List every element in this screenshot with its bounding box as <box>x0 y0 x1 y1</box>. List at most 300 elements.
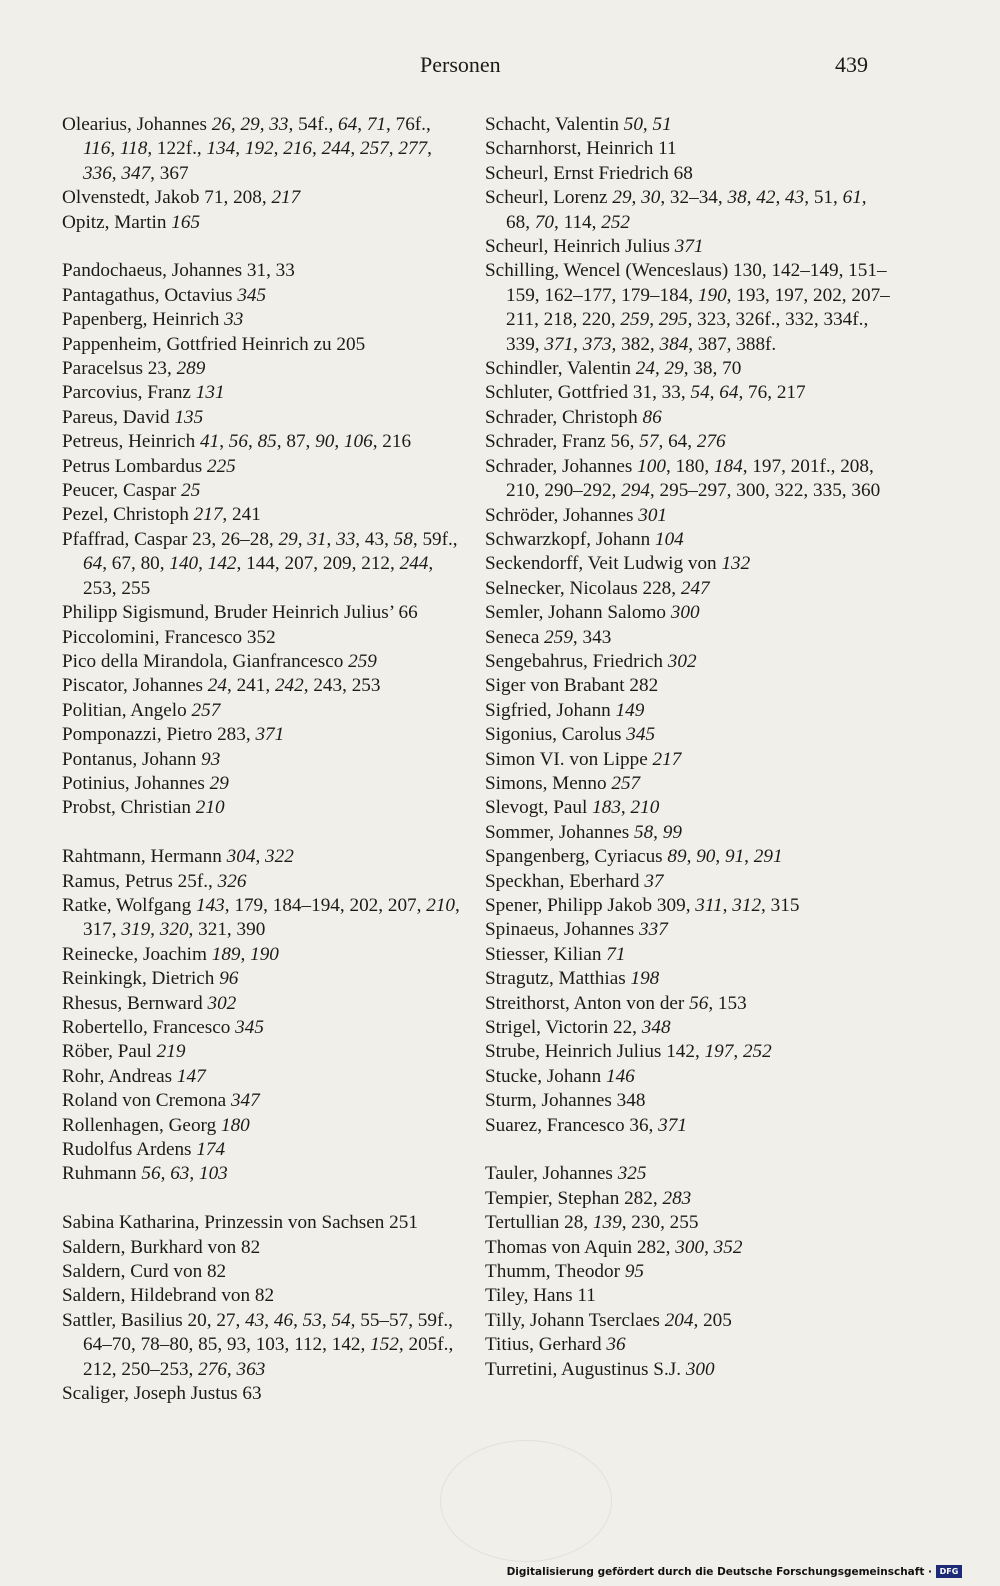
index-entry <box>485 528 890 552</box>
section-gap <box>62 821 467 845</box>
entry-text: , <box>573 333 583 355</box>
entry-text: Schindler, Valentin <box>485 358 636 380</box>
index-entry <box>62 503 467 527</box>
entry-text: Ruhmann <box>62 1163 142 1185</box>
entry-text: Scheurl, Heinrich Julius <box>485 236 675 258</box>
index-entry <box>485 723 890 747</box>
italic-page-ref: 302 <box>667 650 697 672</box>
entry-text: Roland von Cremona <box>62 1090 231 1112</box>
italic-page-ref: 311 <box>695 895 723 916</box>
index-entry <box>485 1211 890 1235</box>
entry-text: , <box>620 797 631 819</box>
entry-text: , <box>649 309 659 331</box>
italic-page-ref: 204 <box>664 1309 694 1331</box>
entry-text: , <box>350 138 360 160</box>
index-entry <box>62 308 467 332</box>
index-entry <box>485 1358 890 1382</box>
index-entry <box>62 1211 467 1235</box>
index-column-left <box>62 113 467 1406</box>
entry-text: Robertello, Francesco <box>62 1017 236 1038</box>
italic-page-ref: 257 <box>611 772 641 794</box>
italic-page-ref: 51 <box>652 114 672 135</box>
entry-text: Paracelsus 23, <box>62 358 177 380</box>
italic-page-ref: 345 <box>237 284 267 306</box>
entry-text: , <box>198 553 208 575</box>
index-entry <box>485 870 890 894</box>
entry-text: Ramus, Petrus 25f., <box>62 870 218 892</box>
index-entry <box>62 626 467 650</box>
entry-text: , 51, <box>804 187 843 209</box>
entry-text: , <box>715 846 725 868</box>
index-entry <box>485 259 890 357</box>
entry-text: , <box>110 138 120 160</box>
entry-text: Pomponazzi, Pietro 283, <box>62 724 256 746</box>
entry-text: Spinaeus, Johannes <box>485 919 640 941</box>
entry-text: Scheurl, Lorenz <box>485 187 613 209</box>
entry-text: Schluter, Gottfried 31, 33, <box>485 382 691 404</box>
entry-text: , 122f., <box>147 138 207 160</box>
entry-text: Piccolomini, Francesco 352 <box>62 626 276 648</box>
index-entry <box>62 113 467 186</box>
entry-text: , 382, <box>611 333 660 355</box>
index-entry <box>485 1016 890 1040</box>
index-entry <box>62 870 467 894</box>
index-entry <box>62 1138 467 1162</box>
entry-text: Sturm, Johannes 348 <box>485 1090 646 1112</box>
index-entry <box>62 1236 467 1260</box>
entry-text: , <box>230 114 241 135</box>
italic-page-ref: 38 <box>727 187 747 209</box>
index-entry <box>62 748 467 772</box>
entry-text: , <box>427 138 432 160</box>
italic-page-ref: 100 <box>637 455 666 477</box>
entry-text: Slevogt, Paul <box>485 797 593 819</box>
entry-text: Philipp Sigismund, Bruder Heinrich Julius’ 66 <box>62 602 418 624</box>
italic-page-ref: 25 <box>181 480 201 502</box>
italic-page-ref: 143 <box>195 894 225 916</box>
entry-text: , <box>653 821 663 843</box>
italic-page-ref: 36 <box>606 1334 626 1356</box>
entry-text: Pantagathus, Octavius <box>62 284 238 306</box>
italic-page-ref: 61 <box>842 187 862 209</box>
entry-text: Titius, Gerhard <box>485 1334 607 1356</box>
entry-text: , <box>357 114 367 135</box>
entry-text: , 197, 201f., 208, 210, 290–292, <box>506 455 874 502</box>
entry-text: Sabina Katharina, Prinzessin von Sachsen 251 <box>62 1212 418 1234</box>
italic-page-ref: 184 <box>713 455 743 477</box>
index-entry <box>62 650 467 674</box>
italic-page-ref: 58 <box>633 821 654 843</box>
entry-text: , 216 <box>372 431 412 453</box>
index-entry <box>485 796 890 820</box>
index-entry <box>485 967 890 991</box>
italic-page-ref: 53 <box>302 1309 322 1331</box>
index-entry <box>62 284 467 308</box>
index-entry <box>62 992 467 1016</box>
index-entry <box>485 992 890 1016</box>
italic-page-ref: 64 <box>719 382 739 404</box>
entry-text: , 205 <box>693 1309 732 1331</box>
italic-page-ref: 134 <box>206 138 236 160</box>
entry-text: Petreus, Heinrich <box>62 431 201 453</box>
entry-text: , <box>654 358 665 380</box>
italic-page-ref: 41 <box>200 431 220 453</box>
entry-text: Pfaffrad, Caspar 23, 26–28, <box>62 528 279 550</box>
italic-page-ref: 24 <box>635 358 655 380</box>
italic-page-ref: 210 <box>630 797 660 819</box>
index-entry <box>485 1162 890 1186</box>
index-entry <box>485 186 890 235</box>
italic-page-ref: 29 <box>664 358 684 380</box>
italic-page-ref: 56 <box>689 992 709 1014</box>
italic-page-ref: 283 <box>662 1187 692 1209</box>
italic-page-ref: 219 <box>156 1041 186 1063</box>
italic-page-ref: 348 <box>641 1017 671 1039</box>
entry-text: , <box>297 528 308 550</box>
index-entry <box>62 1260 467 1284</box>
italic-page-ref: 371 <box>544 333 574 355</box>
entry-text: , 295–297, 300, 322, 335, 360 <box>649 480 881 502</box>
index-entry <box>485 1260 890 1284</box>
index-entry <box>62 406 467 430</box>
entry-text: Stiesser, Kilian <box>485 943 607 965</box>
index-entry <box>485 430 890 454</box>
italic-page-ref: 37 <box>644 870 664 892</box>
entry-text: Rollenhagen, Georg <box>62 1114 221 1136</box>
italic-page-ref: 118 <box>119 138 148 160</box>
entry-text: Stucke, Johann <box>485 1065 606 1087</box>
italic-page-ref: 104 <box>654 528 684 550</box>
index-entry <box>62 211 467 235</box>
entry-text: , 343 <box>572 626 612 648</box>
italic-page-ref: 291 <box>753 846 783 868</box>
index-entry <box>485 845 890 869</box>
entry-text: , 367 <box>150 162 189 184</box>
entry-text: , <box>247 431 258 453</box>
entry-text: Seneca <box>485 626 545 648</box>
index-entry <box>62 357 467 381</box>
entry-text: Tilly, Johann Tserclaes <box>485 1309 665 1331</box>
italic-page-ref: 189 <box>211 943 241 965</box>
italic-page-ref: 289 <box>176 358 206 380</box>
entry-text: Rahtmann, Hermann <box>62 846 227 868</box>
italic-page-ref: 54 <box>331 1309 351 1331</box>
italic-page-ref: 29 <box>240 114 260 135</box>
italic-page-ref: 192 <box>244 138 274 160</box>
italic-page-ref: 373 <box>582 333 612 355</box>
italic-page-ref: 197 <box>704 1041 734 1063</box>
entry-text: Reinkingk, Dietrich <box>62 968 220 990</box>
index-column-right <box>485 113 890 1382</box>
italic-page-ref: 43 <box>245 1309 265 1331</box>
index-entry <box>485 650 890 674</box>
italic-page-ref: 46 <box>273 1309 294 1331</box>
entry-text: , 180, <box>665 455 714 477</box>
entry-text: Tauler, Johannes <box>485 1163 618 1185</box>
index-entry <box>485 406 890 430</box>
index-entry <box>62 772 467 796</box>
entry-text: , <box>775 187 786 209</box>
entry-text: , <box>259 114 270 135</box>
index-entry <box>485 381 890 405</box>
italic-page-ref: 259 <box>348 650 377 672</box>
italic-page-ref: 301 <box>638 504 668 526</box>
entry-text: Thumm, Theodor <box>485 1261 625 1283</box>
entry-text: Rhesus, Bernward <box>62 992 208 1014</box>
italic-page-ref: 198 <box>630 968 660 990</box>
italic-page-ref: 165 <box>171 211 201 233</box>
entry-text: , <box>388 138 399 160</box>
index-entry <box>485 235 890 259</box>
entry-text: Pezel, Christoph <box>62 504 194 526</box>
entry-text: , <box>312 138 322 160</box>
italic-page-ref: 33 <box>269 114 289 135</box>
entry-text: , 55–57, 59f., 64–70, 78–80, 85, 93, 103, 112, 142, <box>83 1309 453 1356</box>
index-entry <box>62 259 467 283</box>
index-entry <box>485 699 890 723</box>
italic-page-ref: 33 <box>336 528 356 550</box>
entry-text: , 243, 253 <box>303 675 381 697</box>
italic-page-ref: 57 <box>639 431 659 453</box>
section-gap <box>62 1187 467 1211</box>
entry-text: Sigfried, Johann <box>485 699 616 721</box>
italic-page-ref: 30 <box>641 187 661 209</box>
italic-page-ref: 242 <box>274 675 304 697</box>
italic-page-ref: 295 <box>658 309 688 331</box>
italic-page-ref: 116 <box>83 138 111 160</box>
italic-page-ref: 54 <box>690 382 710 404</box>
index-entry <box>485 1187 890 1211</box>
entry-text: , 67, 80, <box>102 553 170 575</box>
index-entry <box>485 601 890 625</box>
entry-text: , <box>293 1309 303 1331</box>
index-entry <box>62 186 467 210</box>
italic-page-ref: 304 <box>226 846 256 868</box>
index-entry <box>62 1284 467 1308</box>
italic-page-ref: 29 <box>278 528 298 550</box>
entry-text: Selnecker, Nicolaus 228, <box>485 577 681 599</box>
italic-page-ref: 371 <box>255 724 285 746</box>
italic-page-ref: 90 <box>696 846 716 868</box>
entry-text: Schrader, Johannes <box>485 455 638 477</box>
index-entry <box>485 577 890 601</box>
italic-page-ref: 257 <box>191 699 221 721</box>
index-entry <box>62 381 467 405</box>
index-entry <box>62 601 467 625</box>
italic-page-ref: 312 <box>732 895 762 916</box>
entry-text: , 87, <box>276 431 316 453</box>
entry-text: Seckendorff, Veit Ludwig von <box>485 553 722 575</box>
index-entry <box>485 918 890 942</box>
italic-page-ref: 217 <box>652 748 682 770</box>
entry-text: , 68, <box>506 187 867 233</box>
index-entry <box>62 674 467 698</box>
entry-text: Olvenstedt, Jakob 71, 208, <box>62 187 272 209</box>
entry-text: Schrader, Christoph <box>485 406 643 428</box>
entry-text: , 144, 207, 209, 212, <box>236 553 400 575</box>
italic-page-ref: 371 <box>658 1114 687 1136</box>
entry-text: , 230, 255 <box>621 1212 699 1234</box>
italic-page-ref: 132 <box>721 553 751 575</box>
entry-text: Probst, Christian <box>62 797 196 819</box>
italic-page-ref: 64 <box>338 114 358 135</box>
entry-text: , <box>255 846 266 868</box>
italic-page-ref: 29 <box>209 772 229 794</box>
italic-page-ref: 152 <box>370 1334 399 1356</box>
index-entry <box>485 137 890 161</box>
entry-text: Tempier, Stephan 282, <box>485 1187 663 1209</box>
entry-text: , <box>235 138 245 160</box>
entry-text: , 193, 197, 202, 207–211, 218, 220, <box>506 284 890 331</box>
italic-page-ref: 217 <box>193 504 223 526</box>
entry-text: , 114, <box>553 211 602 233</box>
index-entry <box>62 845 467 869</box>
italic-page-ref: 217 <box>271 187 301 209</box>
italic-page-ref: 103 <box>198 1163 228 1185</box>
entry-text: , 205f., 212, 250–253, <box>83 1334 454 1380</box>
italic-page-ref: 135 <box>174 406 204 428</box>
index-entry <box>62 430 467 454</box>
index-entry <box>62 967 467 991</box>
entry-text: , 43, <box>355 528 394 550</box>
entry-text: , <box>686 846 697 868</box>
digitization-footer <box>507 1565 962 1578</box>
index-entry <box>485 821 890 845</box>
index-entry <box>62 723 467 747</box>
section-gap <box>485 1138 890 1162</box>
italic-page-ref: 24 <box>207 675 227 697</box>
index-entry <box>62 455 467 479</box>
index-entry <box>62 894 467 943</box>
italic-page-ref: 95 <box>624 1261 644 1283</box>
entry-text: Opitz, Martin <box>62 211 172 233</box>
entry-text: Schwarzkopf, Johann <box>485 528 655 550</box>
entry-text: Schröder, Johannes <box>485 504 639 526</box>
italic-page-ref: 64 <box>83 553 103 575</box>
italic-page-ref: 58 <box>393 528 413 550</box>
italic-page-ref: 363 <box>236 1358 266 1380</box>
entry-text: Piscator, Johannes <box>62 675 208 697</box>
entry-text: , <box>631 187 642 209</box>
entry-text: Thomas von Aquin 282, <box>485 1236 676 1258</box>
running-head <box>0 52 1000 82</box>
entry-text: Speckhan, Eberhard <box>485 870 645 892</box>
footer-text: Digitalisierung gefördert durch die Deutsche Forschungsgemeinschaft · <box>506 1565 932 1578</box>
index-entry <box>485 1065 890 1089</box>
entry-text: Papenberg, Heinrich <box>62 309 225 331</box>
entry-text: Parcovius, Franz <box>62 382 196 404</box>
index-entry <box>485 1333 890 1357</box>
entry-text: Semler, Johann Salomo <box>485 602 671 624</box>
italic-page-ref: 96 <box>219 968 239 990</box>
italic-page-ref: 259 <box>544 626 573 648</box>
entry-text: Sattler, Basilius 20, 27, <box>62 1309 246 1331</box>
index-entry <box>62 1016 467 1040</box>
italic-page-ref: 319 <box>121 919 151 941</box>
section-gap <box>62 235 467 259</box>
italic-page-ref: 347 <box>121 162 151 184</box>
italic-page-ref: 336 <box>83 162 112 184</box>
italic-page-ref: 86 <box>642 406 662 428</box>
italic-page-ref: 190 <box>697 284 727 306</box>
entry-text: , 315 <box>761 895 800 916</box>
index-entry <box>485 894 890 918</box>
italic-page-ref: 174 <box>196 1139 226 1161</box>
entry-text: Sigonius, Carolus <box>485 724 627 746</box>
entry-text: Pico della Mirandola, Gianfrancesco <box>62 650 349 672</box>
index-entry <box>485 943 890 967</box>
entry-text: Schacht, Valentin <box>485 114 624 135</box>
italic-page-ref: 99 <box>662 821 682 843</box>
entry-text: Rohr, Andreas <box>62 1065 177 1087</box>
index-entry <box>485 1309 890 1333</box>
italic-page-ref: 337 <box>639 919 668 941</box>
entry-text: , 76, 217 <box>738 382 806 404</box>
entry-text: Spangenberg, Cyriacus <box>485 846 668 868</box>
italic-page-ref: 277 <box>398 138 428 160</box>
index-entry <box>485 772 890 796</box>
entry-text: , 241, <box>226 675 275 697</box>
entry-text: Potinius, Johannes <box>62 772 210 794</box>
index-entry <box>485 357 890 381</box>
italic-page-ref: 247 <box>680 577 710 599</box>
entry-text: , <box>240 943 251 965</box>
italic-page-ref: 300 <box>670 602 700 624</box>
entry-text: , <box>219 431 229 453</box>
index-entry <box>62 1114 467 1138</box>
italic-page-ref: 322 <box>265 846 294 868</box>
entry-text: , <box>709 382 720 404</box>
italic-page-ref: 31 <box>307 528 327 550</box>
italic-page-ref: 71 <box>606 943 626 965</box>
italic-page-ref: 225 <box>206 455 236 477</box>
entry-text: Scheurl, Ernst Friedrich 68 <box>485 162 693 184</box>
index-entry <box>485 504 890 528</box>
italic-page-ref: 300 <box>675 1236 705 1258</box>
italic-page-ref: 259 <box>620 309 650 331</box>
entry-text: , <box>722 895 733 916</box>
italic-page-ref: 347 <box>230 1090 260 1112</box>
italic-page-ref: 56 <box>228 431 248 453</box>
italic-page-ref: 106 <box>343 431 373 453</box>
index-entry <box>62 479 467 503</box>
entry-text: , 76f., <box>386 114 431 135</box>
italic-page-ref: 91 <box>724 846 745 868</box>
entry-text: , <box>704 1236 714 1258</box>
entry-text: Simon VI. von Lippe <box>485 748 653 770</box>
entry-text: Saldern, Burkhard von 82 <box>62 1236 261 1258</box>
index-entry <box>62 1309 467 1382</box>
italic-page-ref: 216 <box>283 138 312 160</box>
italic-page-ref: 345 <box>235 1017 264 1038</box>
italic-page-ref: 139 <box>592 1212 622 1234</box>
index-entry <box>485 1040 890 1064</box>
italic-page-ref: 89 <box>667 846 687 868</box>
italic-page-ref: 85 <box>257 431 277 453</box>
index-entry <box>485 674 890 698</box>
italic-page-ref: 43 <box>785 187 805 209</box>
entry-text: Peucer, Caspar <box>62 480 182 502</box>
index-entry <box>485 552 890 576</box>
entry-text: , <box>321 1309 332 1331</box>
italic-page-ref: 140 <box>169 553 199 575</box>
index-entry <box>62 333 467 357</box>
italic-page-ref: 70 <box>534 211 554 233</box>
entry-text: Siger von Brabant 282 <box>485 675 659 697</box>
italic-page-ref: 257 <box>359 138 389 160</box>
italic-page-ref: 180 <box>220 1114 250 1136</box>
entry-text: , 59f., <box>412 528 458 550</box>
